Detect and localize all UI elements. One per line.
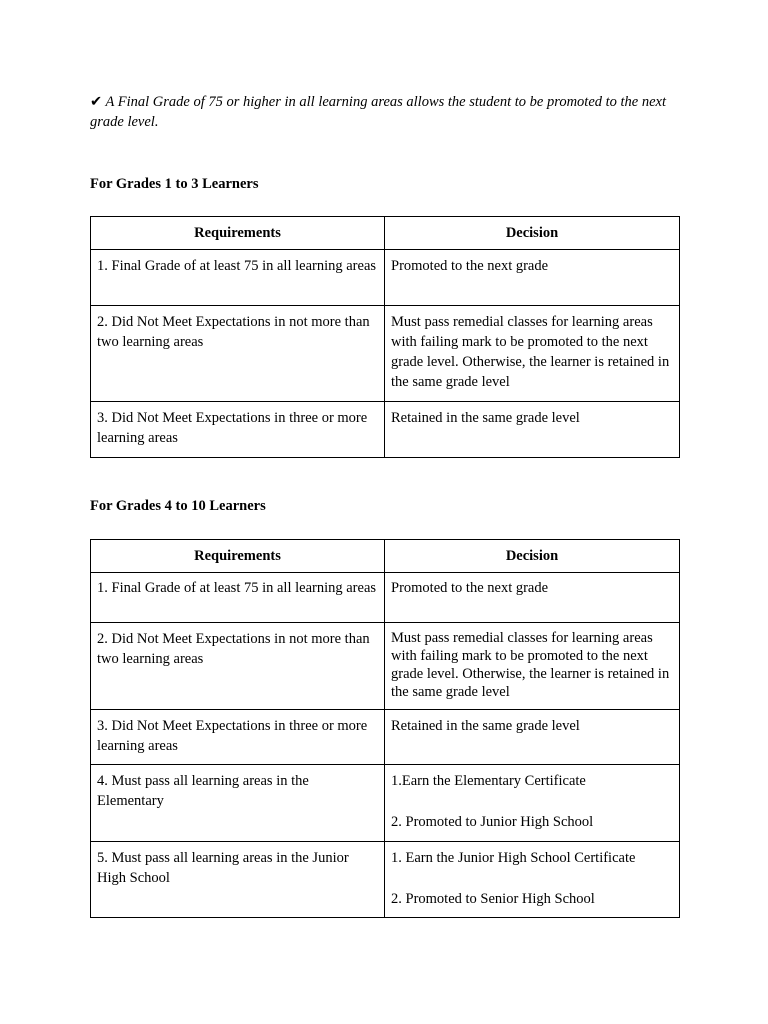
- checkmark-icon: ✔: [90, 94, 103, 110]
- table-row: [91, 306, 680, 402]
- table-row: [91, 573, 680, 623]
- requirement-cell: 2. Did Not Meet Expectations in not more than two learning areas: [91, 623, 385, 710]
- table-row: [91, 842, 680, 918]
- table-row: [91, 765, 680, 842]
- requirement-cell: 3. Did Not Meet Expectations in three or more learning areas: [91, 710, 385, 765]
- requirements-header: Requirements: [91, 217, 385, 250]
- promotion-note-text: A Final Grade of 75 or higher in all learning areas allows the student to be promoted to the next grade level.: [90, 94, 667, 130]
- table-row: [91, 710, 680, 765]
- requirements-header: Requirements: [91, 540, 385, 573]
- decision-cell: Retained in the same grade level: [385, 402, 680, 458]
- decision-cell: [385, 842, 680, 918]
- requirement-cell: 4. Must pass all learning areas in the Elementary: [91, 765, 385, 842]
- decision-cell: Promoted to the next grade: [385, 250, 680, 306]
- decision-line: 2. Promoted to Junior High School: [391, 814, 594, 830]
- decision-line: 1. Earn the Junior High School Certificate: [391, 850, 636, 866]
- requirement-cell: 3. Did Not Meet Expectations in three or more learning areas: [91, 402, 385, 458]
- grades-4-10-table: [90, 539, 680, 918]
- decision-cell: Must pass remedial classes for learning areas with failing mark to be promoted to the next grade level. Otherwise, the learner is retained in the same grade level: [385, 306, 680, 402]
- requirement-cell: 1. Final Grade of at least 75 in all learning areas: [91, 573, 385, 623]
- decision-header: Decision: [385, 540, 680, 573]
- table-header-row: [91, 217, 680, 250]
- promotion-note: [90, 92, 680, 132]
- decision-cell: Must pass remedial classes for learning areas with failing mark to be promoted to the next grade level. Otherwise, the learner is retained in the same grade level: [385, 623, 680, 710]
- decision-cell: Promoted to the next grade: [385, 573, 680, 623]
- decision-header: Decision: [385, 217, 680, 250]
- table-header-row: [91, 540, 680, 573]
- grades-4-10-heading: For Grades 4 to 10 Learners: [90, 498, 266, 514]
- decision-cell: Retained in the same grade level: [385, 710, 680, 765]
- requirement-cell: 1. Final Grade of at least 75 in all learning areas: [91, 250, 385, 306]
- table-row: [91, 402, 680, 458]
- grades-1-3-heading: For Grades 1 to 3 Learners: [90, 176, 259, 192]
- table-row: [91, 623, 680, 710]
- requirement-cell: 5. Must pass all learning areas in the Junior High School: [91, 842, 385, 918]
- grades-1-3-table: [90, 216, 680, 458]
- decision-cell: [385, 765, 680, 842]
- requirement-cell: 2. Did Not Meet Expectations in not more than two learning areas: [91, 306, 385, 402]
- decision-line: 2. Promoted to Senior High School: [391, 891, 595, 907]
- decision-line: 1.Earn the Elementary Certificate: [391, 773, 586, 789]
- table-row: [91, 250, 680, 306]
